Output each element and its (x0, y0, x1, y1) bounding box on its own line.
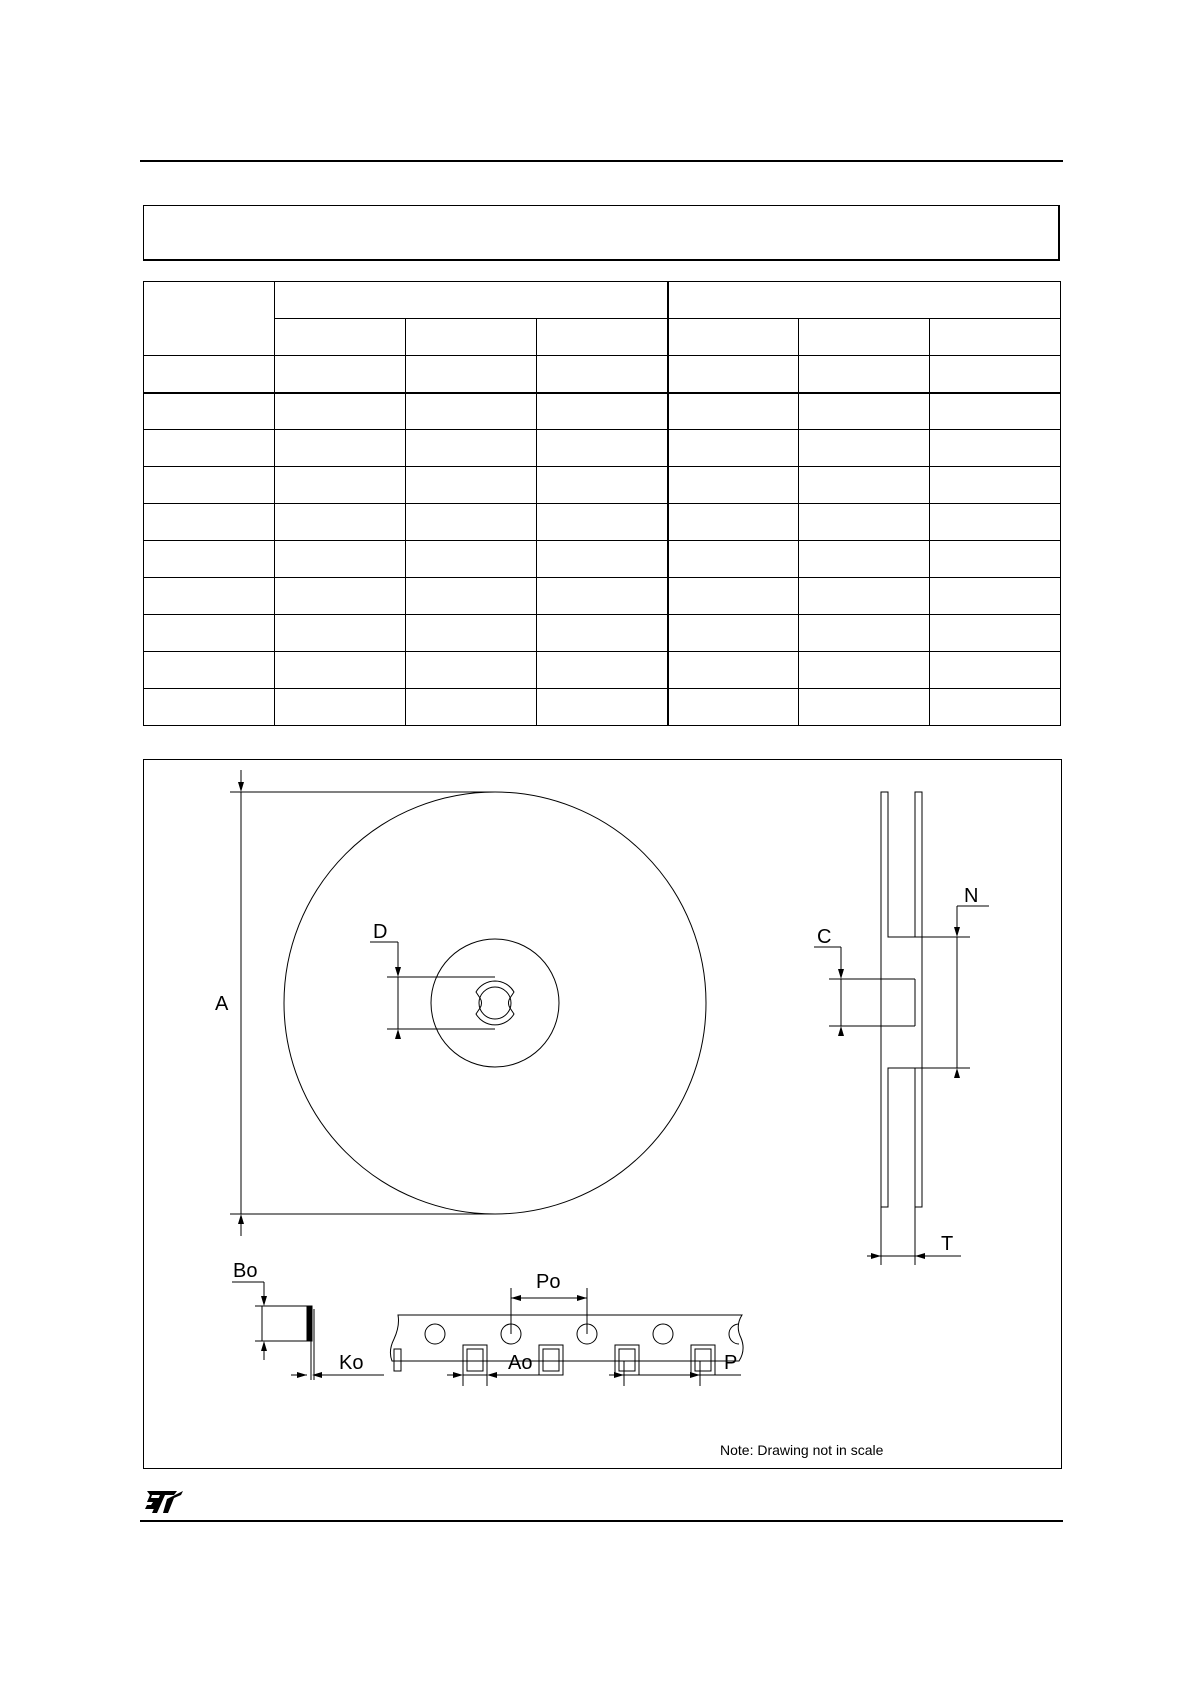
label-Ao: Ao (508, 1352, 533, 1374)
dimension-A (215, 770, 495, 1236)
header-rule (140, 160, 1063, 162)
table-row (144, 356, 1061, 393)
dimensions-table (143, 281, 1061, 726)
table-row (144, 467, 1061, 504)
table-header-row (144, 282, 1061, 319)
table-row (144, 541, 1061, 578)
label-C: C (817, 926, 832, 948)
table-header-group (275, 282, 668, 319)
st-logo-icon (143, 1487, 185, 1520)
sprocket-hole (729, 1324, 739, 1344)
label-D: D (373, 921, 388, 943)
tape-pocket-partial (394, 1349, 401, 1371)
drawing-note: Note: Drawing not in scale (720, 1442, 884, 1458)
table-header-cell (144, 282, 275, 356)
tape-pocket (691, 1345, 715, 1375)
reel-front-view (284, 792, 706, 1214)
reel-center-hole-inner (479, 987, 511, 1019)
label-T: T (941, 1233, 954, 1255)
dimension-N (915, 885, 989, 1078)
dimension-D (370, 921, 495, 1039)
table-row (144, 430, 1061, 467)
table-subheader-row (144, 319, 1061, 356)
reel-hub-circle (431, 939, 559, 1067)
table-row (144, 615, 1061, 652)
table-header-cell (406, 319, 537, 356)
label-Bo: Bo (233, 1260, 258, 1282)
table-header-cell (930, 319, 1061, 356)
label-A: A (215, 993, 229, 1015)
sprocket-hole (425, 1324, 445, 1344)
label-P: P (724, 1352, 738, 1374)
table-row (144, 652, 1061, 689)
reel-side-view (881, 792, 922, 1265)
table-header-cell (668, 319, 799, 356)
dimension-P (609, 1352, 741, 1386)
table-row (144, 393, 1061, 430)
table-row (144, 504, 1061, 541)
dimension-Ko (291, 1352, 384, 1378)
carrier-tape (390, 1311, 745, 1375)
table-header-group (668, 282, 1061, 319)
table-row (144, 578, 1061, 615)
reel-center-hole (476, 981, 514, 1025)
dimension-Ao (447, 1352, 539, 1386)
dimension-Po (511, 1271, 587, 1334)
table-row (144, 689, 1061, 726)
label-Po: Po (536, 1271, 561, 1293)
label-N: N (964, 885, 979, 907)
table-header-cell (275, 319, 406, 356)
table-header-cell (799, 319, 930, 356)
tape-pocket (463, 1345, 487, 1375)
tape-pocket (539, 1345, 563, 1375)
footer-rule (140, 1520, 1063, 1522)
dimension-C (814, 926, 915, 1036)
label-Ko: Ko (339, 1352, 364, 1374)
table-header-cell (537, 319, 668, 356)
tape-pocket (615, 1345, 639, 1375)
reel-tape-diagram (144, 760, 1063, 1470)
sprocket-hole (653, 1324, 673, 1344)
reel-tape-drawing (143, 759, 1062, 1469)
reel-outer-circle (284, 792, 706, 1214)
table-title-box (143, 205, 1060, 261)
